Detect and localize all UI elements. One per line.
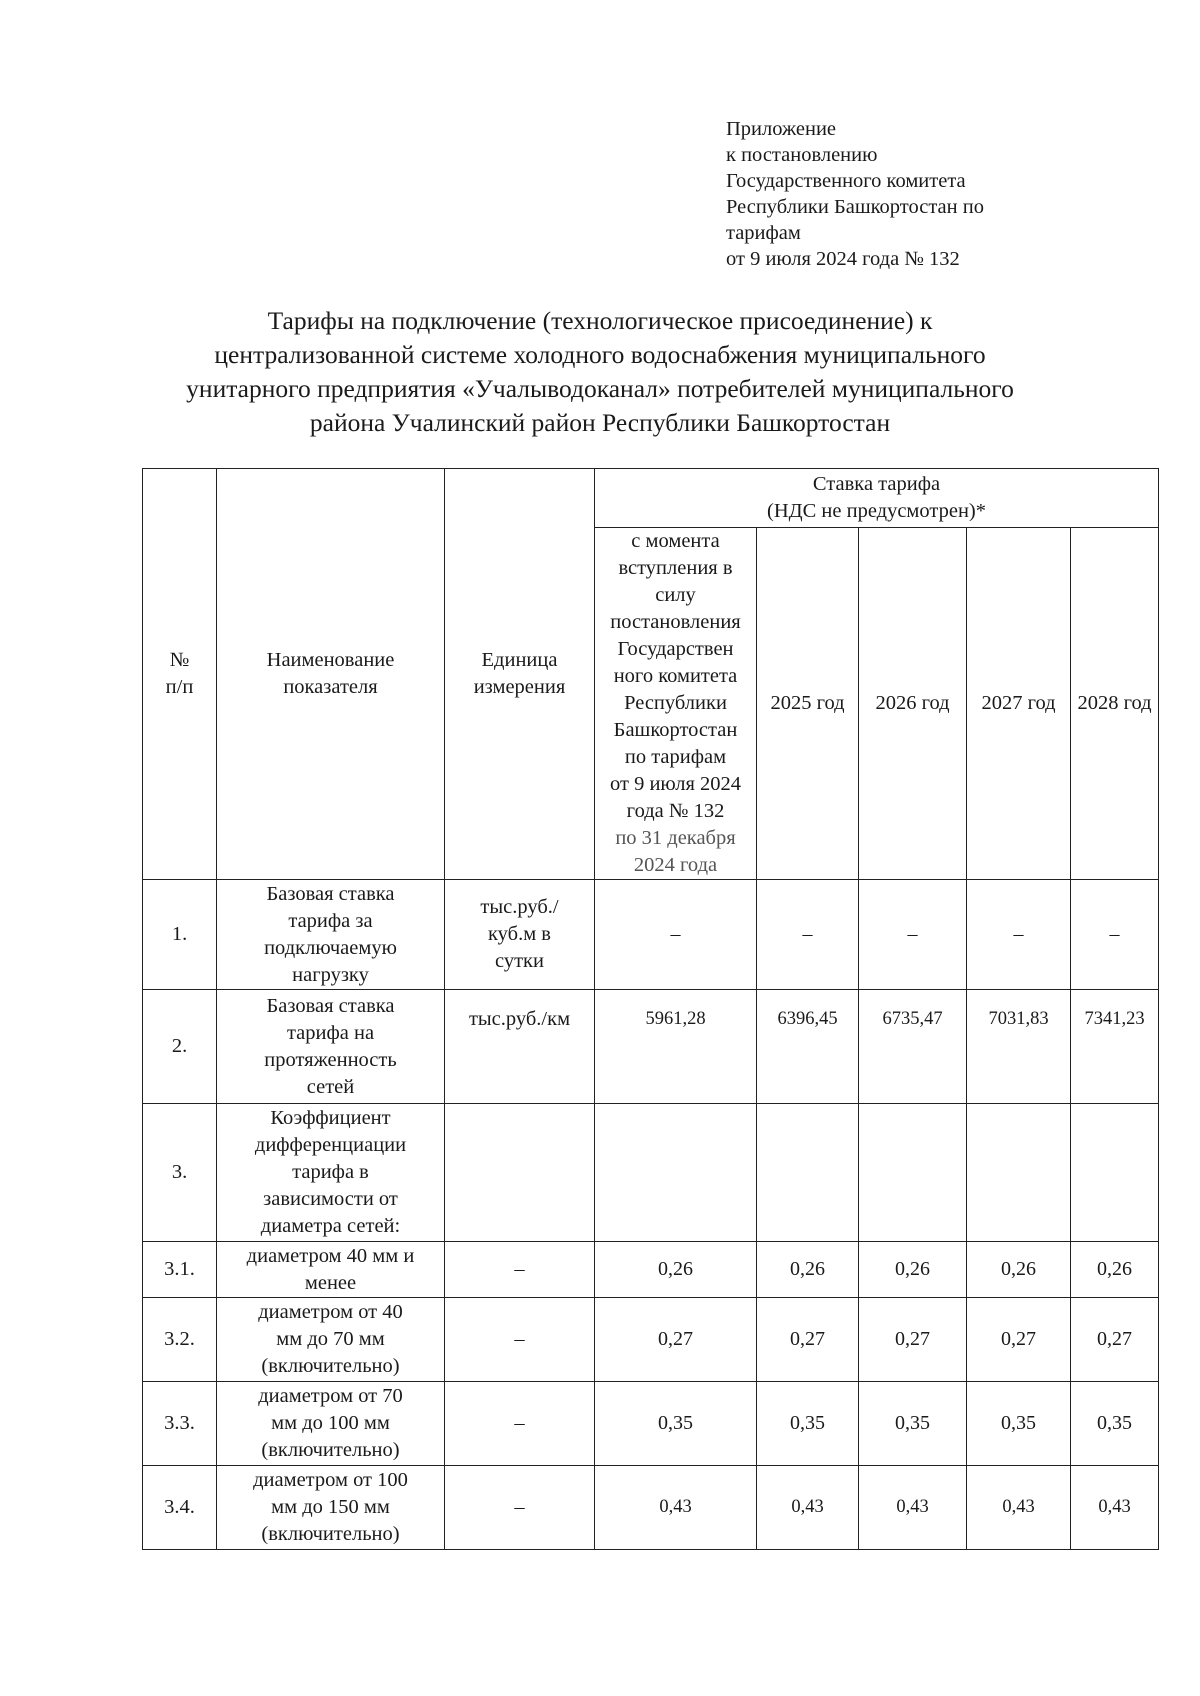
header-text: Башкортостан	[613, 719, 738, 741]
row-value: 0,27	[967, 1298, 1071, 1382]
table-row	[143, 1104, 1159, 1242]
header-num	[143, 469, 217, 880]
table-row	[143, 1298, 1159, 1382]
row-name-line: (включительно)	[261, 1439, 400, 1461]
table-row	[143, 990, 1159, 1104]
row-name-line: мм до 100 мм	[271, 1412, 390, 1434]
header-text: силу	[655, 584, 696, 606]
row-value: 0,26	[859, 1242, 967, 1298]
header-unit	[445, 469, 595, 880]
row-unit: –	[445, 1382, 595, 1466]
row-num: 1.	[143, 880, 217, 990]
appendix-line: к постановлению	[726, 144, 878, 166]
row-value	[1071, 1104, 1159, 1242]
row-unit	[445, 990, 595, 1104]
row-name-line: дифференциации	[254, 1134, 407, 1156]
appendix-line: от 9 июля 2024 года № 132	[726, 248, 960, 270]
row-value: 0,43	[1071, 1466, 1159, 1550]
tariff-table	[142, 468, 1159, 1550]
row-unit-line: куб.м в	[488, 923, 551, 945]
table-row	[143, 1382, 1159, 1466]
table-row	[143, 880, 1159, 990]
header-text: 2024 года	[633, 854, 718, 876]
row-unit-line: тыс.руб./	[480, 896, 559, 918]
row-value: 0,26	[757, 1242, 859, 1298]
row-num: 3.2.	[143, 1298, 217, 1382]
row-name-line: зависимости от	[263, 1188, 398, 1210]
row-value	[595, 1104, 757, 1242]
row-value: 0,43	[595, 1466, 757, 1550]
row-name-line: нагрузку	[292, 963, 369, 986]
row-unit	[445, 1104, 595, 1242]
row-value: 0,26	[1071, 1242, 1159, 1298]
row-value: 0,35	[595, 1382, 757, 1466]
row-name	[217, 1382, 445, 1466]
row-value: 6735,47	[859, 990, 967, 1104]
header-year: 2025 год	[757, 528, 859, 880]
row-value: 0,27	[859, 1298, 967, 1382]
header-text: п/п	[165, 676, 194, 698]
header-text: от 9 июля 2024	[610, 773, 741, 795]
row-name	[217, 1466, 445, 1550]
appendix-line: тарифам	[726, 222, 801, 244]
appendix-block	[726, 116, 984, 272]
row-name-line: диаметром 40 мм и	[246, 1244, 415, 1267]
appendix-line: Республики Башкортостан по	[726, 196, 984, 218]
row-unit-line: сутки	[495, 950, 544, 972]
row-name-line: тарифа в	[292, 1161, 369, 1183]
row-value: 6396,45	[757, 990, 859, 1104]
row-value	[757, 1104, 859, 1242]
row-name-line: тарифа за	[288, 909, 373, 932]
header-text: Республики	[624, 692, 727, 714]
title-line: централизованной системе холодного водоснабжения муниципального	[214, 340, 986, 369]
row-num: 3.	[143, 1104, 217, 1242]
row-unit: –	[445, 1466, 595, 1550]
appendix-line: Государственного комитета	[726, 170, 966, 192]
header-text: измерения	[473, 676, 566, 698]
header-text: по тарифам	[624, 746, 727, 768]
header-year: 2028 год	[1071, 528, 1159, 880]
row-name-line: мм до 70 мм	[276, 1328, 385, 1350]
row-value: –	[859, 880, 967, 990]
row-value: –	[967, 880, 1071, 990]
header-rate	[595, 469, 1159, 528]
row-name-line: диаметром от 40	[258, 1301, 403, 1323]
row-unit: –	[445, 1242, 595, 1298]
row-value	[859, 1104, 967, 1242]
row-name-line: диаметром от 100	[253, 1469, 408, 1491]
row-value	[967, 1104, 1071, 1242]
row-value: 0,35	[967, 1382, 1071, 1466]
header-text: (НДС не предусмотрен)*	[767, 500, 986, 522]
row-name-line: мм до 150 мм	[271, 1496, 390, 1518]
row-name-line: (включительно)	[261, 1523, 400, 1545]
header-text: года № 132	[626, 800, 725, 822]
row-value: 0,27	[757, 1298, 859, 1382]
table-row	[143, 1466, 1159, 1550]
row-value: 0,43	[757, 1466, 859, 1550]
header-text: постановления	[610, 611, 741, 633]
title-line: района Учалинский район Республики Башкортостан	[309, 408, 891, 437]
row-name	[217, 1104, 445, 1242]
header-text: с момента	[631, 530, 720, 552]
header-start-period	[595, 528, 757, 880]
row-name-line: Базовая ставка	[266, 882, 395, 905]
header-text: показателя	[283, 676, 378, 698]
header-text: ного комитета	[613, 665, 738, 687]
row-num: 2.	[143, 990, 217, 1104]
title-line: унитарного предприятия «Учалыводоканал» потребителей муниципального	[186, 374, 1014, 403]
row-name-line: диаметра сетей:	[260, 1215, 401, 1237]
row-value: 5961,28	[595, 990, 757, 1104]
row-unit-line: тыс.руб./км	[468, 1008, 571, 1030]
row-name-line: подключаемую	[264, 936, 397, 959]
row-name	[217, 990, 445, 1104]
row-value: 0,35	[859, 1382, 967, 1466]
header-year: 2027 год	[967, 528, 1071, 880]
row-name-line: тарифа на	[286, 1021, 375, 1044]
header-year: 2026 год	[859, 528, 967, 880]
header-text: вступления в	[618, 557, 733, 579]
header-text: по 31 декабря	[615, 827, 736, 849]
row-name-line: Коэффициент	[270, 1107, 391, 1129]
row-value: 0,35	[757, 1382, 859, 1466]
row-name-line: (включительно)	[261, 1355, 400, 1377]
row-name-line: диаметром от 70	[258, 1385, 403, 1407]
row-value: 7031,83	[967, 990, 1071, 1104]
appendix-line: Приложение	[726, 118, 837, 140]
row-unit: –	[445, 1298, 595, 1382]
row-value: 0,27	[595, 1298, 757, 1382]
row-num: 3.4.	[143, 1466, 217, 1550]
row-unit	[445, 880, 595, 990]
row-name	[217, 880, 445, 990]
header-text: Наименование	[266, 649, 395, 671]
row-value: 0,35	[1071, 1382, 1159, 1466]
row-num: 3.1.	[143, 1242, 217, 1298]
header-text: Единица	[481, 649, 558, 671]
row-num: 3.3.	[143, 1382, 217, 1466]
header-text: Государствен	[617, 638, 734, 660]
row-value: 0,43	[967, 1466, 1071, 1550]
row-name	[217, 1242, 445, 1298]
table-row	[143, 1242, 1159, 1298]
row-value: 0,26	[967, 1242, 1071, 1298]
row-value: 0,27	[1071, 1298, 1159, 1382]
document-title	[140, 304, 1060, 440]
row-name	[217, 1298, 445, 1382]
row-value: 7341,23	[1071, 990, 1159, 1104]
row-name-line: протяженность	[264, 1048, 397, 1071]
row-value: 0,26	[595, 1242, 757, 1298]
row-name-line: сетей	[306, 1075, 355, 1098]
header-text: Ставка тарифа	[812, 473, 941, 495]
row-value: –	[1071, 880, 1159, 990]
title-line: Тарифы на подключение (технологическое присоединение) к	[267, 306, 933, 335]
row-value: –	[595, 880, 757, 990]
header-row	[143, 469, 1159, 528]
row-value: –	[757, 880, 859, 990]
header-text: №	[169, 649, 190, 671]
row-name-line: менее	[304, 1271, 357, 1294]
row-name-line: Базовая ставка	[266, 994, 395, 1017]
row-value: 0,43	[859, 1466, 967, 1550]
header-name	[217, 469, 445, 880]
